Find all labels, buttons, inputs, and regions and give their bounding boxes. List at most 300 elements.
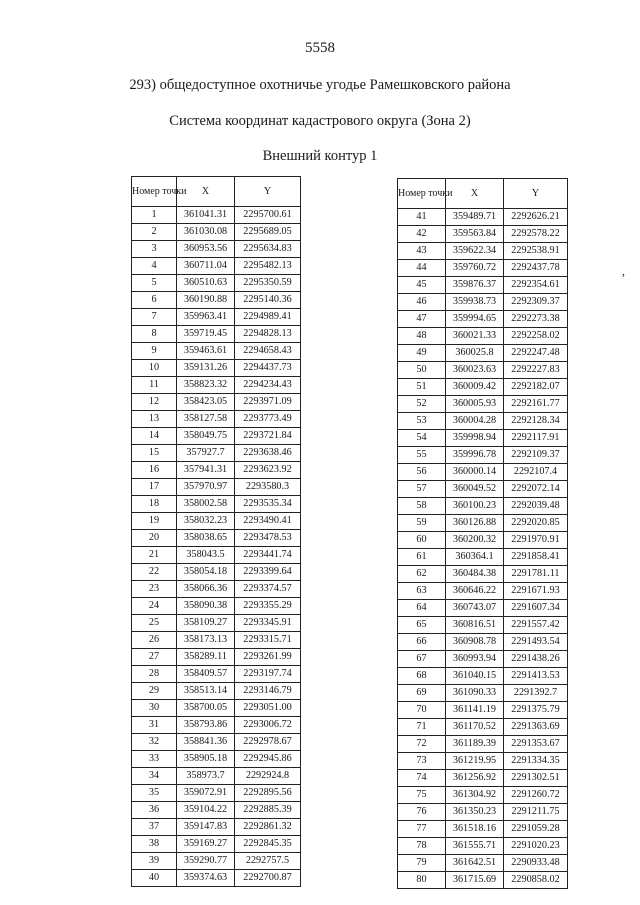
table-row [398, 260, 568, 277]
y-coordinate-cell: 2292945.86 [235, 751, 301, 768]
table-row [398, 736, 568, 753]
y-coordinate-cell: 2292538.91 [504, 243, 568, 260]
x-coordinate-cell: 360510.63 [177, 275, 235, 292]
point-number-cell: 52 [398, 396, 446, 413]
point-number-cell: 1 [132, 207, 177, 224]
point-number-cell: 58 [398, 498, 446, 515]
x-coordinate-cell: 359131.26 [177, 360, 235, 377]
point-number-cell: 36 [132, 802, 177, 819]
table-row [132, 394, 301, 411]
point-number-cell: 4 [132, 258, 177, 275]
table-row [132, 411, 301, 428]
table-header-row [398, 179, 568, 209]
x-coordinate-cell: 360711.04 [177, 258, 235, 275]
x-coordinate-cell: 360023.63 [446, 362, 504, 379]
y-coordinate-cell: 2291413.53 [504, 668, 568, 685]
point-number-cell: 16 [132, 462, 177, 479]
y-coordinate-cell: 2292072.14 [504, 481, 568, 498]
point-number-cell: 26 [132, 632, 177, 649]
y-coordinate-cell: 2291375.79 [504, 702, 568, 719]
x-coordinate-cell: 359104.22 [177, 802, 235, 819]
table-row [398, 821, 568, 838]
table-row [398, 396, 568, 413]
coordinates-table-left [131, 176, 301, 887]
x-coordinate-cell: 358054.18 [177, 564, 235, 581]
point-number-cell: 76 [398, 804, 446, 821]
point-number-cell: 18 [132, 496, 177, 513]
table-row [398, 566, 568, 583]
y-coordinate-cell: 2292354.61 [504, 277, 568, 294]
y-coordinate-cell: 2292247.48 [504, 345, 568, 362]
point-number-cell: 28 [132, 666, 177, 683]
point-number-cell: 34 [132, 768, 177, 785]
x-coordinate-cell: 358905.18 [177, 751, 235, 768]
x-coordinate-cell: 358513.14 [177, 683, 235, 700]
y-coordinate-cell: 2292578.22 [504, 226, 568, 243]
x-coordinate-cell: 360126.88 [446, 515, 504, 532]
table-row [132, 598, 301, 615]
table-row [398, 328, 568, 345]
coordinate-system-title: Система координат кадастрового округа (Зона 2) [169, 113, 471, 129]
y-coordinate-cell: 2291970.91 [504, 532, 568, 549]
table-row [132, 207, 301, 224]
x-coordinate-cell: 359290.77 [177, 853, 235, 870]
y-coordinate-cell: 2292845.35 [235, 836, 301, 853]
x-coordinate-cell: 359622.34 [446, 243, 504, 260]
point-number-cell: 40 [132, 870, 177, 887]
x-coordinate-cell: 358409.57 [177, 666, 235, 683]
x-coordinate-cell: 358841.36 [177, 734, 235, 751]
y-coordinate-cell: 2292626.21 [504, 209, 568, 226]
table-row [132, 717, 301, 734]
column-header-point: Номер точки [398, 179, 446, 209]
y-coordinate-cell: 2291607.34 [504, 600, 568, 617]
table-row [132, 530, 301, 547]
y-coordinate-cell: 2293051.00 [235, 700, 301, 717]
y-coordinate-cell: 2294828.13 [235, 326, 301, 343]
y-coordinate-cell: 2295350.59 [235, 275, 301, 292]
table-row [132, 496, 301, 513]
point-number-cell: 41 [398, 209, 446, 226]
point-number-cell: 70 [398, 702, 446, 719]
table-row [398, 549, 568, 566]
table-row [398, 243, 568, 260]
x-coordinate-cell: 360190.88 [177, 292, 235, 309]
y-coordinate-cell: 2293638.46 [235, 445, 301, 462]
y-coordinate-cell: 2293355.29 [235, 598, 301, 615]
table-row [132, 343, 301, 360]
point-number-cell: 73 [398, 753, 446, 770]
point-number-cell: 75 [398, 787, 446, 804]
table-row [398, 481, 568, 498]
point-number-cell: 3 [132, 241, 177, 258]
x-coordinate-cell: 359072.91 [177, 785, 235, 802]
x-coordinate-cell: 358066.36 [177, 581, 235, 598]
table-row [132, 258, 301, 275]
table-row [132, 360, 301, 377]
x-coordinate-cell: 359938.73 [446, 294, 504, 311]
document-heading: 293) общедоступное охотничье угодье Рамешковского района [129, 77, 511, 93]
y-coordinate-cell: 2295482.13 [235, 258, 301, 275]
table-row [398, 855, 568, 872]
point-number-cell: 72 [398, 736, 446, 753]
x-coordinate-cell: 361642.51 [446, 855, 504, 872]
y-coordinate-cell: 2291671.93 [504, 583, 568, 600]
table-row [398, 787, 568, 804]
x-coordinate-cell: 358109.27 [177, 615, 235, 632]
point-number-cell: 62 [398, 566, 446, 583]
table-row [132, 445, 301, 462]
point-number-cell: 19 [132, 513, 177, 530]
table-row [132, 462, 301, 479]
point-number-cell: 67 [398, 651, 446, 668]
table-row [398, 515, 568, 532]
table-row [132, 564, 301, 581]
x-coordinate-cell: 358049.75 [177, 428, 235, 445]
point-number-cell: 61 [398, 549, 446, 566]
table-row [132, 734, 301, 751]
y-coordinate-cell: 2292039.48 [504, 498, 568, 515]
y-coordinate-cell: 2291334.35 [504, 753, 568, 770]
point-number-cell: 29 [132, 683, 177, 700]
table-row [398, 430, 568, 447]
x-coordinate-cell: 361030.08 [177, 224, 235, 241]
y-coordinate-cell: 2292161.77 [504, 396, 568, 413]
x-coordinate-cell: 361304.92 [446, 787, 504, 804]
point-number-cell: 55 [398, 447, 446, 464]
x-coordinate-cell: 359489.71 [446, 209, 504, 226]
point-number-cell: 9 [132, 343, 177, 360]
column-header-x: X [446, 179, 504, 209]
y-coordinate-cell: 2295689.05 [235, 224, 301, 241]
x-coordinate-cell: 361090.33 [446, 685, 504, 702]
table-row [398, 294, 568, 311]
x-coordinate-cell: 360200.32 [446, 532, 504, 549]
point-number-cell: 64 [398, 600, 446, 617]
x-coordinate-cell: 360364.1 [446, 549, 504, 566]
point-number-cell: 33 [132, 751, 177, 768]
table-row [398, 668, 568, 685]
x-coordinate-cell: 360025.8 [446, 345, 504, 362]
point-number-cell: 74 [398, 770, 446, 787]
y-coordinate-cell: 2294989.41 [235, 309, 301, 326]
x-coordinate-cell: 360646.22 [446, 583, 504, 600]
x-coordinate-cell: 359876.37 [446, 277, 504, 294]
y-coordinate-cell: 2293441.74 [235, 547, 301, 564]
x-coordinate-cell: 359760.72 [446, 260, 504, 277]
point-number-cell: 68 [398, 668, 446, 685]
x-coordinate-cell: 359996.78 [446, 447, 504, 464]
y-coordinate-cell: 2292861.32 [235, 819, 301, 836]
table-row [132, 836, 301, 853]
x-coordinate-cell: 358127.58 [177, 411, 235, 428]
point-number-cell: 30 [132, 700, 177, 717]
x-coordinate-cell: 361555.71 [446, 838, 504, 855]
table-row [398, 362, 568, 379]
table-row [398, 464, 568, 481]
y-coordinate-cell: 2293146.79 [235, 683, 301, 700]
y-coordinate-cell: 2291059.28 [504, 821, 568, 838]
table-row [132, 632, 301, 649]
table-row [398, 617, 568, 634]
table-row [398, 532, 568, 549]
point-number-cell: 59 [398, 515, 446, 532]
x-coordinate-cell: 358973.7 [177, 768, 235, 785]
y-coordinate-cell: 2292924.8 [235, 768, 301, 785]
table-row [398, 583, 568, 600]
y-coordinate-cell: 2291020.23 [504, 838, 568, 855]
point-number-cell: 32 [132, 734, 177, 751]
y-coordinate-cell: 2292109.37 [504, 447, 568, 464]
x-coordinate-cell: 359994.65 [446, 311, 504, 328]
table-row [398, 209, 568, 226]
table-row [132, 819, 301, 836]
y-coordinate-cell: 2293971.09 [235, 394, 301, 411]
x-coordinate-cell: 360908.78 [446, 634, 504, 651]
x-coordinate-cell: 361350.23 [446, 804, 504, 821]
y-coordinate-cell: 2291493.54 [504, 634, 568, 651]
table-row [132, 751, 301, 768]
point-number-cell: 50 [398, 362, 446, 379]
point-number-cell: 6 [132, 292, 177, 309]
point-number-cell: 27 [132, 649, 177, 666]
y-coordinate-cell: 2294658.43 [235, 343, 301, 360]
table-row [398, 702, 568, 719]
x-coordinate-cell: 361715.69 [446, 872, 504, 889]
x-coordinate-cell: 360484.38 [446, 566, 504, 583]
y-coordinate-cell: 2293773.49 [235, 411, 301, 428]
x-coordinate-cell: 360009.42 [446, 379, 504, 396]
table-row [398, 277, 568, 294]
table-row [398, 600, 568, 617]
y-coordinate-cell: 2292227.83 [504, 362, 568, 379]
y-coordinate-cell: 2293535.34 [235, 496, 301, 513]
table-row [132, 683, 301, 700]
column-header-point: Номер точки [132, 177, 177, 207]
point-number-cell: 15 [132, 445, 177, 462]
y-coordinate-cell: 2292182.07 [504, 379, 568, 396]
table-row [132, 513, 301, 530]
y-coordinate-cell: 2292020.85 [504, 515, 568, 532]
x-coordinate-cell: 360953.56 [177, 241, 235, 258]
point-number-cell: 24 [132, 598, 177, 615]
table-row [132, 428, 301, 445]
point-number-cell: 23 [132, 581, 177, 598]
table-header-row [132, 177, 301, 207]
y-coordinate-cell: 2291781.11 [504, 566, 568, 583]
x-coordinate-cell: 359719.45 [177, 326, 235, 343]
y-coordinate-cell: 2292117.91 [504, 430, 568, 447]
table-row [398, 719, 568, 736]
y-coordinate-cell: 2292128.34 [504, 413, 568, 430]
stray-mark: , [622, 264, 625, 278]
point-number-cell: 49 [398, 345, 446, 362]
x-coordinate-cell: 358038.65 [177, 530, 235, 547]
y-coordinate-cell: 2292258.02 [504, 328, 568, 345]
point-number-cell: 2 [132, 224, 177, 241]
point-number-cell: 42 [398, 226, 446, 243]
table-row [398, 447, 568, 464]
point-number-cell: 47 [398, 311, 446, 328]
table-row [398, 498, 568, 515]
table-row [132, 700, 301, 717]
y-coordinate-cell: 2293580.3 [235, 479, 301, 496]
table-row [398, 685, 568, 702]
point-number-cell: 22 [132, 564, 177, 581]
table-row [398, 770, 568, 787]
y-coordinate-cell: 2293478.53 [235, 530, 301, 547]
y-coordinate-cell: 2293006.72 [235, 717, 301, 734]
table-row [132, 292, 301, 309]
x-coordinate-cell: 361170.52 [446, 719, 504, 736]
y-coordinate-cell: 2291438.26 [504, 651, 568, 668]
point-number-cell: 12 [132, 394, 177, 411]
y-coordinate-cell: 2293374.57 [235, 581, 301, 598]
table-row [398, 651, 568, 668]
point-number-cell: 39 [132, 853, 177, 870]
y-coordinate-cell: 2293345.91 [235, 615, 301, 632]
table-row [398, 311, 568, 328]
point-number-cell: 69 [398, 685, 446, 702]
table-row [398, 804, 568, 821]
point-number-cell: 25 [132, 615, 177, 632]
x-coordinate-cell: 359374.63 [177, 870, 235, 887]
x-coordinate-cell: 358289.11 [177, 649, 235, 666]
column-header-y: Y [235, 177, 301, 207]
y-coordinate-cell: 2291211.75 [504, 804, 568, 821]
y-coordinate-cell: 2293197.74 [235, 666, 301, 683]
table-row [132, 785, 301, 802]
x-coordinate-cell: 358823.32 [177, 377, 235, 394]
point-number-cell: 8 [132, 326, 177, 343]
point-number-cell: 20 [132, 530, 177, 547]
y-coordinate-cell: 2292757.5 [235, 853, 301, 870]
y-coordinate-cell: 2293261.99 [235, 649, 301, 666]
point-number-cell: 51 [398, 379, 446, 396]
table-row [132, 768, 301, 785]
x-coordinate-cell: 358043.5 [177, 547, 235, 564]
x-coordinate-cell: 358700.05 [177, 700, 235, 717]
point-number-cell: 10 [132, 360, 177, 377]
x-coordinate-cell: 360743.07 [446, 600, 504, 617]
y-coordinate-cell: 2292273.38 [504, 311, 568, 328]
x-coordinate-cell: 360816.51 [446, 617, 504, 634]
table-row [132, 649, 301, 666]
table-row [132, 377, 301, 394]
column-header-y: Y [504, 179, 568, 209]
y-coordinate-cell: 2295634.83 [235, 241, 301, 258]
point-number-cell: 57 [398, 481, 446, 498]
table-row [132, 581, 301, 598]
y-coordinate-cell: 2291353.67 [504, 736, 568, 753]
x-coordinate-cell: 358423.05 [177, 394, 235, 411]
y-coordinate-cell: 2291363.69 [504, 719, 568, 736]
point-number-cell: 54 [398, 430, 446, 447]
x-coordinate-cell: 361219.95 [446, 753, 504, 770]
table-row [398, 838, 568, 855]
y-coordinate-cell: 2292885.39 [235, 802, 301, 819]
x-coordinate-cell: 357941.31 [177, 462, 235, 479]
point-number-cell: 78 [398, 838, 446, 855]
table-row [132, 241, 301, 258]
point-number-cell: 65 [398, 617, 446, 634]
point-number-cell: 38 [132, 836, 177, 853]
point-number-cell: 14 [132, 428, 177, 445]
point-number-cell: 7 [132, 309, 177, 326]
x-coordinate-cell: 358793.86 [177, 717, 235, 734]
x-coordinate-cell: 359563.84 [446, 226, 504, 243]
point-number-cell: 66 [398, 634, 446, 651]
point-number-cell: 45 [398, 277, 446, 294]
y-coordinate-cell: 2292700.87 [235, 870, 301, 887]
column-header-x: X [177, 177, 235, 207]
table-row [132, 802, 301, 819]
y-coordinate-cell: 2292895.56 [235, 785, 301, 802]
point-number-cell: 5 [132, 275, 177, 292]
y-coordinate-cell: 2291858.41 [504, 549, 568, 566]
table-row [398, 345, 568, 362]
y-coordinate-cell: 2292107.4 [504, 464, 568, 481]
point-number-cell: 11 [132, 377, 177, 394]
table-row [398, 226, 568, 243]
x-coordinate-cell: 360100.23 [446, 498, 504, 515]
x-coordinate-cell: 360993.94 [446, 651, 504, 668]
page-number: 5558 [305, 40, 335, 56]
table-row [398, 872, 568, 889]
point-number-cell: 37 [132, 819, 177, 836]
x-coordinate-cell: 359169.27 [177, 836, 235, 853]
x-coordinate-cell: 359998.94 [446, 430, 504, 447]
point-number-cell: 17 [132, 479, 177, 496]
point-number-cell: 46 [398, 294, 446, 311]
point-number-cell: 60 [398, 532, 446, 549]
coordinates-table-right [397, 178, 568, 889]
y-coordinate-cell: 2294234.43 [235, 377, 301, 394]
point-number-cell: 44 [398, 260, 446, 277]
table-row [132, 666, 301, 683]
x-coordinate-cell: 361141.19 [446, 702, 504, 719]
point-number-cell: 43 [398, 243, 446, 260]
point-number-cell: 71 [398, 719, 446, 736]
y-coordinate-cell: 2290858.02 [504, 872, 568, 889]
table-row [398, 379, 568, 396]
y-coordinate-cell: 2294437.73 [235, 360, 301, 377]
x-coordinate-cell: 359463.61 [177, 343, 235, 360]
point-number-cell: 77 [398, 821, 446, 838]
x-coordinate-cell: 360049.52 [446, 481, 504, 498]
point-number-cell: 13 [132, 411, 177, 428]
table-row [398, 634, 568, 651]
y-coordinate-cell: 2291302.51 [504, 770, 568, 787]
x-coordinate-cell: 361189.39 [446, 736, 504, 753]
y-coordinate-cell: 2293623.92 [235, 462, 301, 479]
y-coordinate-cell: 2292978.67 [235, 734, 301, 751]
y-coordinate-cell: 2295700.61 [235, 207, 301, 224]
point-number-cell: 63 [398, 583, 446, 600]
y-coordinate-cell: 2295140.36 [235, 292, 301, 309]
x-coordinate-cell: 360000.14 [446, 464, 504, 481]
point-number-cell: 21 [132, 547, 177, 564]
table-row [132, 615, 301, 632]
y-coordinate-cell: 2293399.64 [235, 564, 301, 581]
x-coordinate-cell: 358090.38 [177, 598, 235, 615]
x-coordinate-cell: 357927.7 [177, 445, 235, 462]
table-row [398, 753, 568, 770]
y-coordinate-cell: 2293721.84 [235, 428, 301, 445]
point-number-cell: 79 [398, 855, 446, 872]
x-coordinate-cell: 358002.58 [177, 496, 235, 513]
table-row [132, 275, 301, 292]
